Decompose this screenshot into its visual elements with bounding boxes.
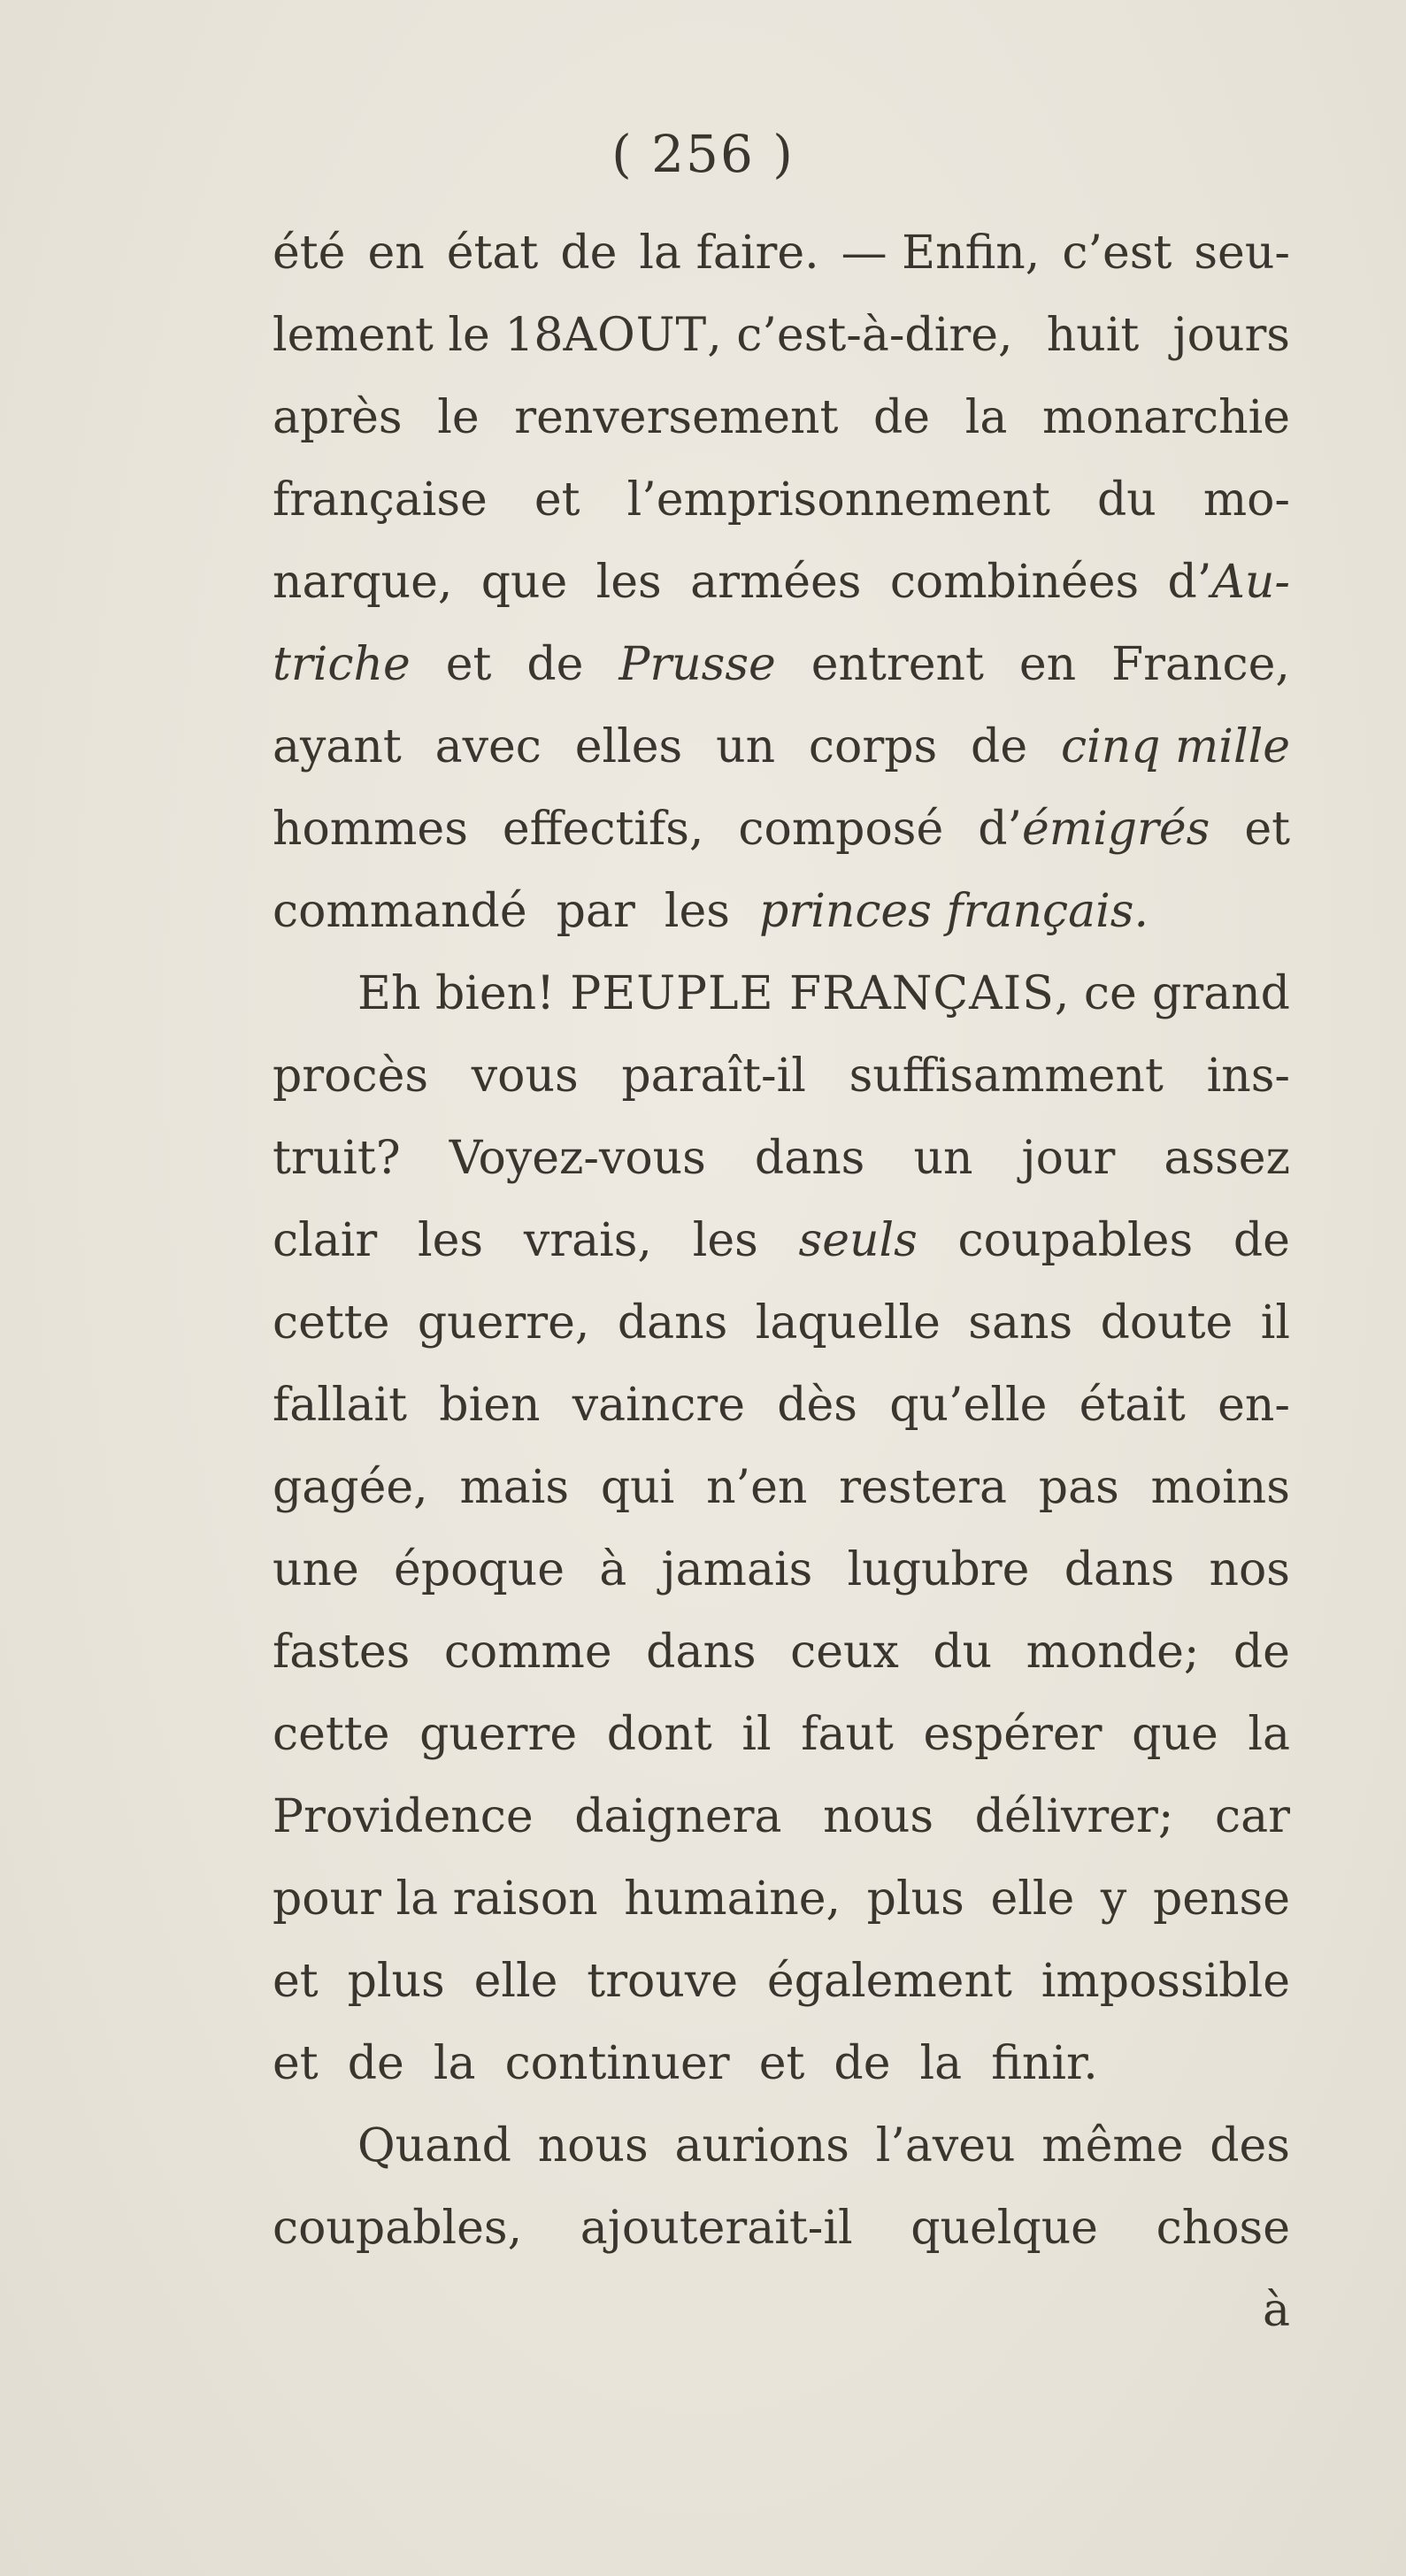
text-line: après le renversement de la monarchie [273, 391, 1290, 444]
catchword: à [1262, 2284, 1290, 2337]
text-line: commandé par les princes français. [273, 885, 1149, 938]
text-line: hommes effectifs, composé d’émigrés et [273, 803, 1290, 856]
text-line: Quand nous aurions l’aveu même des [357, 2119, 1290, 2172]
text-line: Providence daignera nous délivrer; car [273, 1790, 1290, 1843]
text-line: et plus elle trouve également impossible [273, 1955, 1290, 2008]
body-text [273, 212, 1290, 2352]
text-line: triche et de Prusse entrent en France, [273, 638, 1290, 691]
text-line: française et l’emprisonnement du mo- [273, 473, 1290, 527]
text-line: lement le 18AOUT, c’est-à-dire, huit jours [273, 309, 1290, 362]
text-line: été en état de la faire. — Enfin, c’est seu- [273, 227, 1290, 280]
text-line: ayant avec elles un corps de cinq mille [273, 720, 1290, 773]
text-line: et de la continuer et de la finir. [273, 2037, 1098, 2090]
text-line: procès vous paraît-il suffisamment ins- [273, 1050, 1290, 1103]
text-line: gagée, mais qui n’en restera pas moins [273, 1461, 1290, 1514]
page-number: ( 256 ) [611, 124, 795, 184]
text-line: fastes comme dans ceux du monde; de [273, 1626, 1290, 1679]
text-line: coupables, ajouterait-il quelque chose [273, 2202, 1290, 2255]
text-line: cette guerre, dans laquelle sans doute il [273, 1296, 1290, 1350]
text-line: une époque à jamais lugubre dans nos [273, 1543, 1290, 1596]
text-line: fallait bien vaincre dès qu’elle était en- [273, 1379, 1290, 1432]
text-line: truit? Voyez-vous dans un jour assez [273, 1132, 1290, 1185]
text-line: Eh bien! PEUPLE FRANÇAIS, ce grand [357, 967, 1290, 1020]
text-line: clair les vrais, les seuls coupables de [273, 1214, 1290, 1267]
text-line: pour la raison humaine, plus elle y pense [273, 1872, 1290, 1926]
text-line: cette guerre dont il faut espérer que la [273, 1708, 1290, 1761]
text-line: narque, que les armées combinées d’Au- [273, 556, 1290, 609]
